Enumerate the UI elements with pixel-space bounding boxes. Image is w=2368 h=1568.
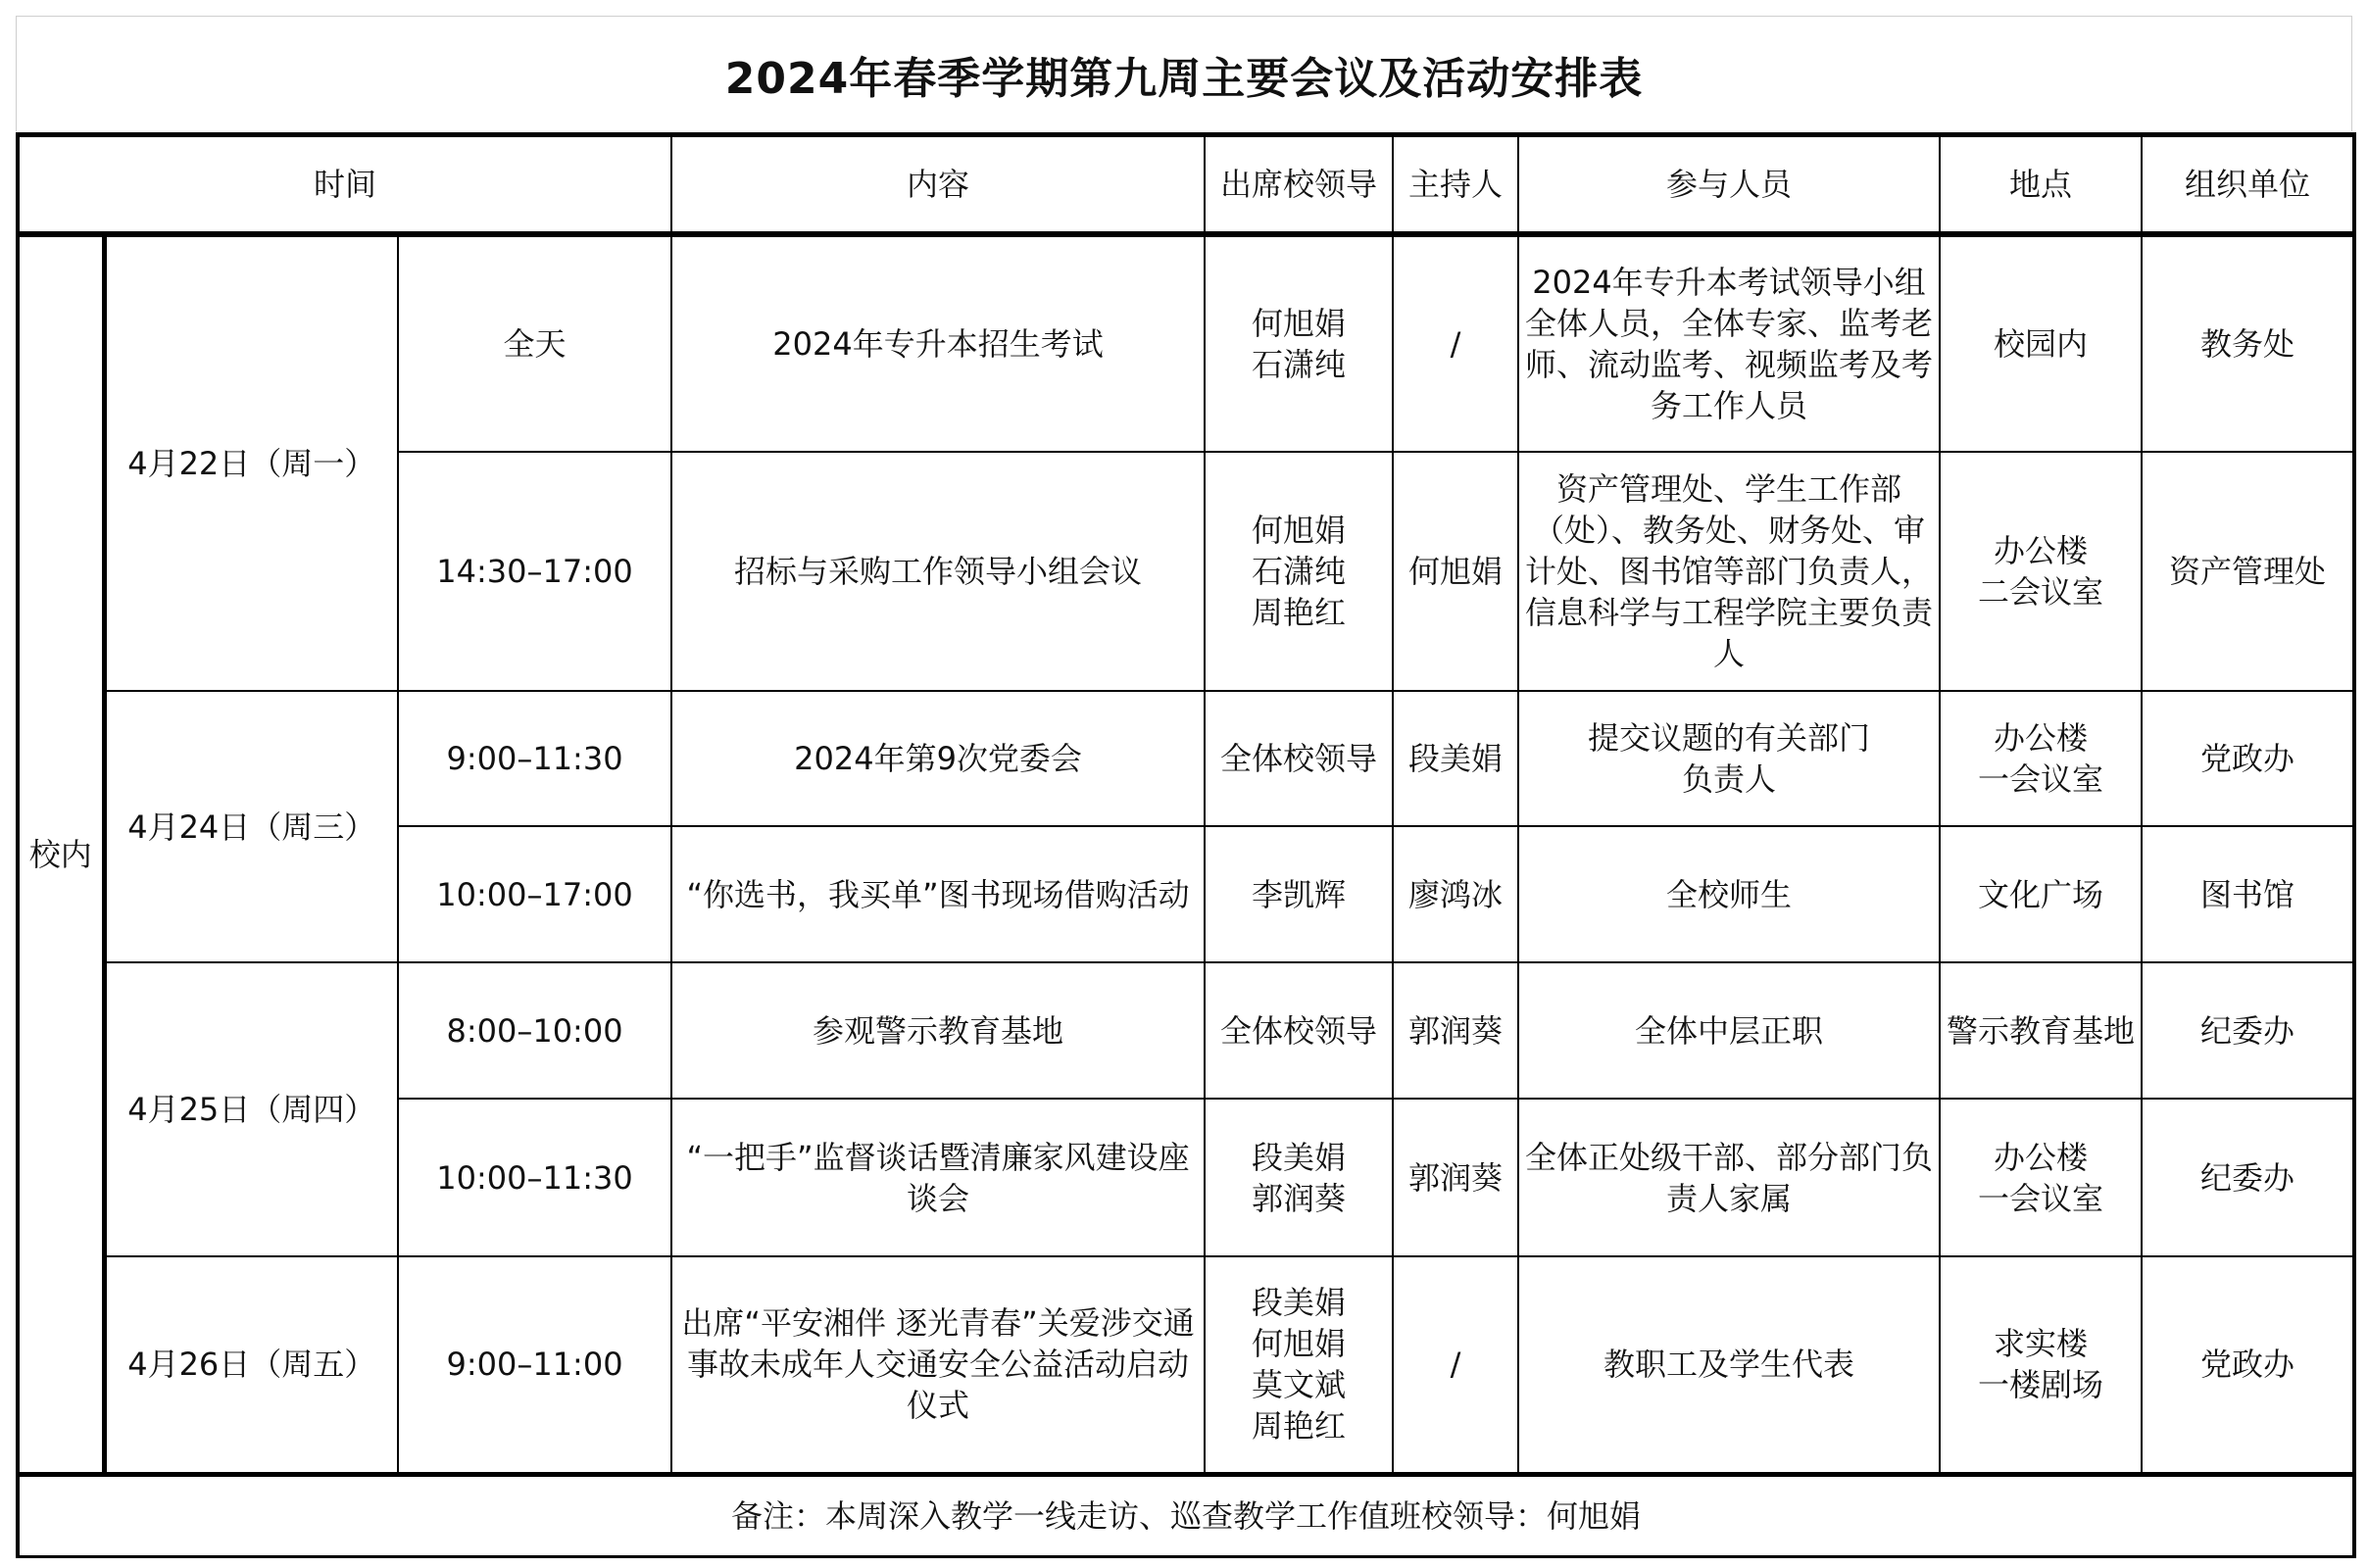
location-cell: 办公楼 一会议室 [1940,1099,2142,1256]
leaders-cell: 李凯辉 [1205,826,1393,962]
organizer-cell: 教务处 [2142,234,2354,452]
leaders-cell: 段美娟 何旭娟 莫文斌 周艳红 [1205,1256,1393,1474]
header-host: 主持人 [1393,135,1518,235]
table-row [18,691,2354,826]
location-cell: 办公楼 一会议室 [1940,691,2142,826]
leaders-cell: 全体校领导 [1205,691,1393,826]
time-cell: 8:00–10:00 [398,962,671,1099]
time-cell: 10:00–11:30 [398,1099,671,1256]
leaders-cell: 全体校领导 [1205,962,1393,1099]
host-cell: 郭润葵 [1393,1099,1518,1256]
leaders-cell: 段美娟 郭润葵 [1205,1099,1393,1256]
content-cell: 参观警示教育基地 [671,962,1205,1099]
time-cell: 14:30–17:00 [398,452,671,691]
note-row [18,1474,2354,1556]
host-cell: 郭润葵 [1393,962,1518,1099]
content-cell: 2024年专升本招生考试 [671,234,1205,452]
table-row [18,1256,2354,1474]
participants-cell: 资产管理处、学生工作部（处）、教务处、财务处、审计处、图书馆等部门负责人，信息科学与工程学院主要负责人 [1518,452,1940,691]
header-row [18,135,2354,235]
time-cell: 9:00–11:00 [398,1256,671,1474]
schedule-table [16,132,2356,1558]
location-cell: 办公楼 二会议室 [1940,452,2142,691]
organizer-cell: 资产管理处 [2142,452,2354,691]
table-row [18,962,2354,1099]
header-leaders: 出席校领导 [1205,135,1393,235]
content-cell: 招标与采购工作领导小组会议 [671,452,1205,691]
location-cell: 警示教育基地 [1940,962,2142,1099]
date-cell: 4月24日（周三） [104,691,398,962]
organizer-cell: 党政办 [2142,691,2354,826]
participants-cell: 2024年专升本考试领导小组全体人员，全体专家、监考老师、流动监考、视频监考及考务工作人员 [1518,234,1940,452]
time-cell: 全天 [398,234,671,452]
leaders-cell: 何旭娟 石潇纯 周艳红 [1205,452,1393,691]
location-cell: 求实楼 一楼剧场 [1940,1256,2142,1474]
title-bar [16,16,2352,131]
section-label: 校内 [18,234,104,1474]
table-row [18,234,2354,452]
organizer-cell: 纪委办 [2142,962,2354,1099]
host-cell: 段美娟 [1393,691,1518,826]
host-cell: / [1393,1256,1518,1474]
content-cell: “你选书，我买单”图书现场借购活动 [671,826,1205,962]
participants-cell: 教职工及学生代表 [1518,1256,1940,1474]
content-cell: 出席“平安湘伴 逐光青春”关爱涉交通事故未成年人交通安全公益活动启动仪式 [671,1256,1205,1474]
organizer-cell: 图书馆 [2142,826,2354,962]
location-cell: 文化广场 [1940,826,2142,962]
participants-cell: 全体正处级干部、部分部门负责人家属 [1518,1099,1940,1256]
host-cell: 廖鸿冰 [1393,826,1518,962]
time-cell: 9:00–11:30 [398,691,671,826]
leaders-cell: 何旭娟 石潇纯 [1205,234,1393,452]
participants-cell: 全体中层正职 [1518,962,1940,1099]
header-participants: 参与人员 [1518,135,1940,235]
organizer-cell: 党政办 [2142,1256,2354,1474]
content-cell: 2024年第9次党委会 [671,691,1205,826]
schedule-sheet [16,16,2352,1552]
date-cell: 4月26日（周五） [104,1256,398,1474]
date-cell: 4月25日（周四） [104,962,398,1256]
date-cell: 4月22日（周一） [104,234,398,691]
page-title: 2024年春季学期第九周主要会议及活动安排表 [724,53,1644,104]
header-content: 内容 [671,135,1205,235]
time-cell: 10:00–17:00 [398,826,671,962]
location-cell: 校园内 [1940,234,2142,452]
header-time: 时间 [18,135,671,235]
host-cell: / [1393,234,1518,452]
header-location: 地点 [1940,135,2142,235]
content-cell: “一把手”监督谈话暨清廉家风建设座谈会 [671,1099,1205,1256]
host-cell: 何旭娟 [1393,452,1518,691]
header-organizer: 组织单位 [2142,135,2354,235]
participants-cell: 全校师生 [1518,826,1940,962]
organizer-cell: 纪委办 [2142,1099,2354,1256]
note-text: 备注：本周深入教学一线走访、巡查教学工作值班校领导：何旭娟 [18,1474,2354,1556]
participants-cell: 提交议题的有关部门 负责人 [1518,691,1940,826]
